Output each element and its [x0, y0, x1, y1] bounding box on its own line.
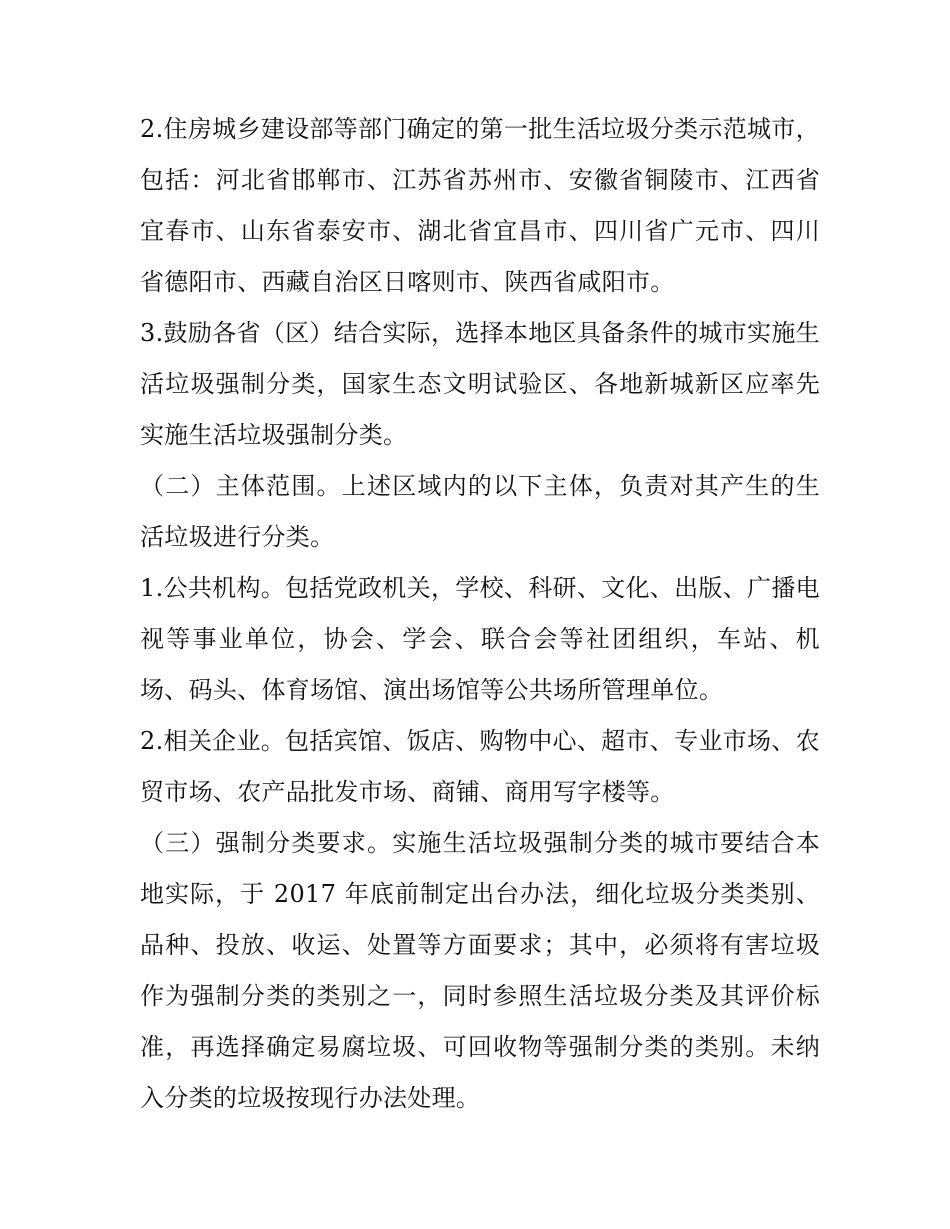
paragraph-mandatory-requirements: （三）强制分类要求。实施生活垃圾强制分类的城市要结合本地实际，于 2017 年底前制定出台办法，细化垃圾分类类别、品种、投放、收运、处置等方面要求；其中，必须将有害垃圾作为强制分类的类别之一，同时参照生活垃圾分类及其评价标准，再选择确定易腐垃圾、可回收物等强制分类的类别。未纳入分类的垃圾按现行办法处理。	[140, 829, 820, 1112]
paragraph-public-institutions: 1.公共机构。包括党政机关，学校、科研、文化、出版、广播电视等事业单位，协会、学会、联合会等社团组织，车站、机场、码头、体育场馆、演出场馆等公共场所管理单位。	[140, 574, 820, 704]
paragraph-subject-scope: （二）主体范围。上述区域内的以下主体，负责对其产生的生活垃圾进行分类。	[140, 472, 820, 551]
paragraph-demonstration-cities: 2.住房城乡建设部等部门确定的第一批生活垃圾分类示范城市，包括：河北省邯郸市、江苏省苏州市、安徽省铜陵市、江西省宜春市、山东省泰安市、湖北省宜昌市、四川省广元市、四川省德阳市、西藏自治区日喀则市、陕西省咸阳市。	[140, 115, 820, 296]
paragraph-related-enterprises: 2.相关企业。包括宾馆、饭店、购物中心、超市、专业市场、农贸市场、农产品批发市场、商铺、商用写字楼等。	[140, 727, 820, 806]
paragraph-encourage-provinces: 3.鼓励各省（区）结合实际，选择本地区具备条件的城市实施生活垃圾强制分类，国家生态文明试验区、各地新城新区应率先实施生活垃圾强制分类。	[140, 319, 820, 449]
document-body	[140, 104, 820, 1124]
